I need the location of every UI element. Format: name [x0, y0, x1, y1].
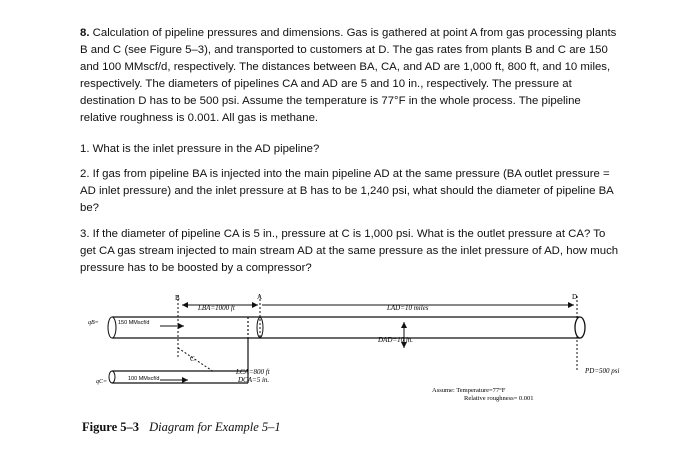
question-3: 3. If the diameter of pipeline CA is 5 in., pressure at C is 1,000 psi. What is the outlet pressure at CA? To get CA gas stream injected to main stream AD at the same pressure as the inlet pressure of AD, how much pressure has to be boosted by a compressor?: [80, 228, 619, 274]
label-d: D: [572, 293, 578, 301]
pipe-cap-b: [108, 317, 116, 338]
figure-caption: [82, 420, 281, 435]
lad-label: LAD=10 miles: [387, 304, 429, 312]
assume-temperature: Assume: Temperature=77°F: [432, 387, 506, 394]
assume-roughness: Relative roughness= 0.001: [464, 395, 534, 402]
qb-symbol: qB=: [88, 320, 99, 326]
pipe-cap-c: [109, 371, 115, 383]
lca-label: LCA=800 ft: [236, 368, 270, 376]
qc-symbol: qC=: [96, 379, 108, 385]
question-2: 2. If gas from pipeline BA is injected into the main pipeline AD at the same pressure (BA outlet pressure = AD inlet pressure) and the inlet pressure at B has to be 1,240 psi, what should the diameter of pipeline BA be?: [80, 168, 614, 214]
problem-intro-text: Calculation of pipeline pressures and dimensions. Gas is gathered at point A from gas processing plants B and C (see Figure 5–3), and transported to customers at D. The gas rates from plants B and C are 150 and 100 MMscf/d, respectively. The distances between BA, CA, and AD are 1,000 ft, 800 ft, and 10 miles, respectively. The diameters of pipelines CA and AD are 5 and 10 in., respectively. The pressure at destination D has to be 500 psi. Assume the temperature is 77°F in the whole process. The pipeline relative roughness is 0.001. All gas is methane.: [80, 27, 617, 124]
pd-label: PD=500 psi: [585, 367, 620, 375]
caption-figure-number: Figure 5–3: [82, 420, 140, 434]
qc-value: 100 MMscf/d: [128, 376, 160, 382]
question-1: 1. What is the inlet pressure in the AD pipeline?: [80, 143, 320, 155]
label-b: B: [175, 294, 180, 302]
label-a: A: [257, 293, 263, 301]
pipeline-ba: [112, 317, 580, 338]
dad-label: DAD=10 in.: [378, 336, 414, 344]
label-c: C: [190, 355, 195, 363]
problem-number: 8.: [80, 27, 90, 39]
problem-intro: [80, 25, 620, 127]
qb-value: 150 MMscf/d: [118, 320, 150, 326]
lba-label: LBA=1000 ft: [198, 304, 235, 312]
plant-c-marker: [178, 348, 214, 372]
dca-label: DCA=5 in.: [238, 376, 270, 384]
pipe-cap-d: [575, 317, 585, 338]
caption-title: Diagram for Example 5–1: [149, 420, 281, 434]
